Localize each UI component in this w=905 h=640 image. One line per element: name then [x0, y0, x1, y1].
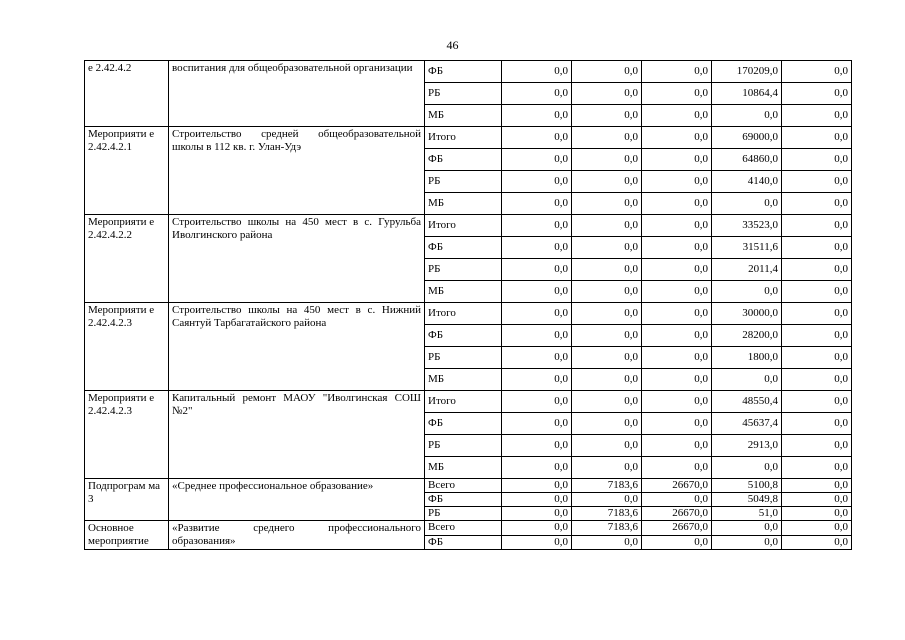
amount-cell: 0,0: [642, 413, 712, 435]
amount-cell: 0,0: [502, 325, 572, 347]
amount-cell: 0,0: [572, 303, 642, 325]
measure-code-cell: Мероприяти е 2.42.4.2.1: [85, 127, 169, 215]
amount-cell: 7183,6: [572, 507, 642, 521]
amount-cell: 0,0: [642, 535, 712, 550]
amount-cell: 28200,0: [712, 325, 782, 347]
funding-source-cell: МБ: [425, 105, 502, 127]
amount-cell: 0,0: [572, 61, 642, 83]
amount-cell: 0,0: [712, 457, 782, 479]
amount-cell: 0,0: [502, 435, 572, 457]
amount-cell: 26670,0: [642, 521, 712, 536]
amount-cell: 26670,0: [642, 479, 712, 493]
amount-cell: 5100,8: [712, 479, 782, 493]
amount-cell: 0,0: [502, 521, 572, 536]
amount-cell: 0,0: [572, 193, 642, 215]
amount-cell: 0,0: [642, 457, 712, 479]
amount-cell: 0,0: [572, 493, 642, 507]
amount-cell: 0,0: [572, 435, 642, 457]
amount-cell: 0,0: [572, 281, 642, 303]
funding-source-cell: РБ: [425, 83, 502, 105]
amount-cell: 0,0: [712, 535, 782, 550]
amount-cell: 0,0: [642, 347, 712, 369]
amount-cell: 0,0: [782, 215, 852, 237]
amount-cell: 0,0: [502, 237, 572, 259]
amount-cell: 0,0: [502, 149, 572, 171]
amount-cell: 0,0: [642, 281, 712, 303]
amount-cell: 4140,0: [712, 171, 782, 193]
measure-code-cell: Основное мероприятие: [85, 521, 169, 550]
measure-name-cell: Строительство школы на 450 мест в с. Гурульба Иволгинского района: [169, 215, 425, 303]
amount-cell: 170209,0: [712, 61, 782, 83]
amount-cell: 69000,0: [712, 127, 782, 149]
amount-cell: 0,0: [712, 521, 782, 536]
amount-cell: 0,0: [642, 171, 712, 193]
amount-cell: 0,0: [642, 369, 712, 391]
measure-code-cell: Мероприяти е 2.42.4.2.3: [85, 303, 169, 391]
budget-table-body: [85, 61, 852, 550]
amount-cell: 0,0: [782, 171, 852, 193]
amount-cell: 2011,4: [712, 259, 782, 281]
amount-cell: 0,0: [502, 83, 572, 105]
amount-cell: 0,0: [642, 215, 712, 237]
funding-source-cell: ФБ: [425, 535, 502, 550]
amount-cell: 0,0: [642, 493, 712, 507]
amount-cell: 0,0: [782, 347, 852, 369]
amount-cell: 0,0: [642, 127, 712, 149]
amount-cell: 0,0: [572, 369, 642, 391]
measure-name-cell: Строительство средней общеобразовательной школы в 112 кв. г. Улан-Удэ: [169, 127, 425, 215]
amount-cell: 0,0: [572, 259, 642, 281]
funding-source-cell: ФБ: [425, 325, 502, 347]
amount-cell: 0,0: [782, 369, 852, 391]
funding-source-cell: Всего: [425, 479, 502, 493]
table-row: [85, 127, 852, 149]
amount-cell: 0,0: [782, 479, 852, 493]
amount-cell: 0,0: [502, 507, 572, 521]
amount-cell: 5049,8: [712, 493, 782, 507]
funding-source-cell: ФБ: [425, 237, 502, 259]
amount-cell: 0,0: [782, 127, 852, 149]
amount-cell: 0,0: [782, 325, 852, 347]
amount-cell: 0,0: [712, 193, 782, 215]
amount-cell: 26670,0: [642, 507, 712, 521]
amount-cell: 0,0: [782, 435, 852, 457]
amount-cell: 0,0: [572, 325, 642, 347]
amount-cell: 0,0: [572, 215, 642, 237]
amount-cell: 2913,0: [712, 435, 782, 457]
table-row: [85, 521, 852, 536]
amount-cell: 0,0: [572, 149, 642, 171]
amount-cell: 0,0: [782, 61, 852, 83]
funding-source-cell: РБ: [425, 259, 502, 281]
amount-cell: 0,0: [502, 215, 572, 237]
amount-cell: 0,0: [502, 391, 572, 413]
amount-cell: 0,0: [712, 281, 782, 303]
amount-cell: 0,0: [642, 105, 712, 127]
amount-cell: 0,0: [782, 105, 852, 127]
funding-source-cell: Итого: [425, 303, 502, 325]
measure-name-cell: Строительство школы на 450 мест в с. Нижний Саянтуй Тарбагатайского района: [169, 303, 425, 391]
amount-cell: 0,0: [782, 413, 852, 435]
funding-source-cell: РБ: [425, 347, 502, 369]
amount-cell: 0,0: [502, 369, 572, 391]
funding-source-cell: МБ: [425, 457, 502, 479]
measure-name-cell: Капитальный ремонт МАОУ "Иволгинская СОШ №2": [169, 391, 425, 479]
table-row: [85, 479, 852, 493]
amount-cell: 0,0: [572, 171, 642, 193]
funding-source-cell: РБ: [425, 507, 502, 521]
amount-cell: 48550,4: [712, 391, 782, 413]
amount-cell: 0,0: [782, 457, 852, 479]
amount-cell: 0,0: [642, 435, 712, 457]
amount-cell: 0,0: [572, 105, 642, 127]
amount-cell: 0,0: [642, 259, 712, 281]
amount-cell: 0,0: [572, 413, 642, 435]
amount-cell: 0,0: [502, 347, 572, 369]
table-row: [85, 303, 852, 325]
amount-cell: 0,0: [502, 413, 572, 435]
amount-cell: 0,0: [502, 303, 572, 325]
amount-cell: 0,0: [642, 83, 712, 105]
amount-cell: 64860,0: [712, 149, 782, 171]
amount-cell: 0,0: [502, 493, 572, 507]
amount-cell: 0,0: [502, 171, 572, 193]
amount-cell: 0,0: [572, 457, 642, 479]
amount-cell: 0,0: [502, 535, 572, 550]
funding-source-cell: ФБ: [425, 413, 502, 435]
amount-cell: 0,0: [782, 237, 852, 259]
amount-cell: 0,0: [782, 259, 852, 281]
amount-cell: 0,0: [642, 303, 712, 325]
funding-source-cell: ФБ: [425, 149, 502, 171]
funding-source-cell: Итого: [425, 391, 502, 413]
funding-source-cell: МБ: [425, 281, 502, 303]
amount-cell: 0,0: [782, 149, 852, 171]
amount-cell: 7183,6: [572, 521, 642, 536]
measure-code-cell: Мероприяти е 2.42.4.2.3: [85, 391, 169, 479]
amount-cell: 0,0: [782, 303, 852, 325]
amount-cell: 0,0: [502, 105, 572, 127]
amount-cell: 0,0: [712, 105, 782, 127]
amount-cell: 0,0: [642, 237, 712, 259]
amount-cell: 0,0: [502, 127, 572, 149]
measure-name-cell: «Среднее профессиональное образование»: [169, 479, 425, 521]
table-row: [85, 215, 852, 237]
amount-cell: 0,0: [782, 391, 852, 413]
amount-cell: 30000,0: [712, 303, 782, 325]
amount-cell: 0,0: [782, 493, 852, 507]
amount-cell: 7183,6: [572, 479, 642, 493]
funding-source-cell: МБ: [425, 369, 502, 391]
funding-source-cell: Итого: [425, 127, 502, 149]
funding-source-cell: РБ: [425, 435, 502, 457]
funding-source-cell: ФБ: [425, 61, 502, 83]
amount-cell: 0,0: [572, 127, 642, 149]
amount-cell: 0,0: [642, 61, 712, 83]
amount-cell: 0,0: [642, 391, 712, 413]
amount-cell: 31511,6: [712, 237, 782, 259]
funding-source-cell: Всего: [425, 521, 502, 536]
amount-cell: 0,0: [782, 281, 852, 303]
measure-code-cell: Подпрограм ма 3: [85, 479, 169, 521]
measure-code-cell: е 2.42.4.2: [85, 61, 169, 127]
amount-cell: 0,0: [502, 259, 572, 281]
amount-cell: 0,0: [572, 535, 642, 550]
amount-cell: 0,0: [502, 479, 572, 493]
amount-cell: 0,0: [642, 149, 712, 171]
amount-cell: 0,0: [572, 391, 642, 413]
amount-cell: 10864,4: [712, 83, 782, 105]
amount-cell: 0,0: [502, 61, 572, 83]
funding-source-cell: РБ: [425, 171, 502, 193]
amount-cell: 33523,0: [712, 215, 782, 237]
amount-cell: 0,0: [502, 281, 572, 303]
measure-code-cell: Мероприяти е 2.42.4.2.2: [85, 215, 169, 303]
amount-cell: 0,0: [572, 237, 642, 259]
amount-cell: 0,0: [782, 83, 852, 105]
amount-cell: 0,0: [712, 369, 782, 391]
amount-cell: 0,0: [572, 347, 642, 369]
table-row: [85, 391, 852, 413]
amount-cell: 1800,0: [712, 347, 782, 369]
amount-cell: 0,0: [572, 83, 642, 105]
amount-cell: 0,0: [502, 457, 572, 479]
amount-cell: 0,0: [782, 535, 852, 550]
amount-cell: 0,0: [782, 507, 852, 521]
funding-source-cell: МБ: [425, 193, 502, 215]
page-number: 46: [446, 38, 459, 52]
amount-cell: 0,0: [502, 193, 572, 215]
amount-cell: 0,0: [642, 325, 712, 347]
measure-name-cell: «Развитие среднего профессионального образования»: [169, 521, 425, 550]
amount-cell: 45637,4: [712, 413, 782, 435]
amount-cell: 0,0: [782, 193, 852, 215]
amount-cell: 0,0: [782, 521, 852, 536]
amount-cell: 0,0: [642, 193, 712, 215]
measure-name-cell: воспитания для общеобразовательной организации: [169, 61, 425, 127]
amount-cell: 51,0: [712, 507, 782, 521]
table-row: [85, 61, 852, 83]
funding-source-cell: Итого: [425, 215, 502, 237]
budget-table: [84, 60, 852, 550]
funding-source-cell: ФБ: [425, 493, 502, 507]
